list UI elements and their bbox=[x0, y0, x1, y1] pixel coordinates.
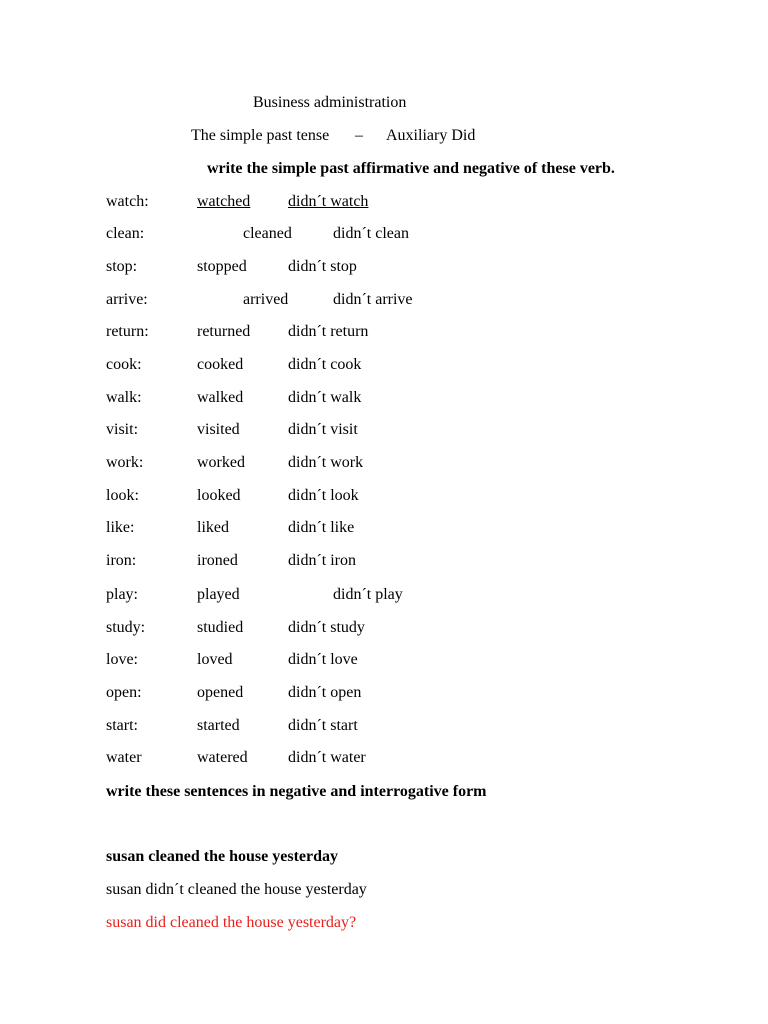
verb-past: looked bbox=[197, 487, 241, 504]
verb-past: cleaned bbox=[243, 225, 292, 242]
instruction-affirmative-negative: write the simple past affirmative and negative of these verb. bbox=[207, 160, 615, 177]
verb-past: arrived bbox=[243, 291, 289, 308]
verb-base: study: bbox=[106, 619, 146, 636]
verb-base: love: bbox=[106, 651, 138, 668]
verb-past: walked bbox=[197, 389, 244, 406]
verb-past: watered bbox=[197, 749, 248, 766]
verb-negative: didn´t start bbox=[288, 717, 358, 734]
verb-negative: didn´t arrive bbox=[333, 291, 413, 308]
topic-title-left: The simple past tense bbox=[191, 127, 330, 144]
verb-past: opened bbox=[197, 684, 244, 701]
verb-past: stopped bbox=[197, 258, 247, 275]
verb-negative: didn´t clean bbox=[333, 225, 409, 242]
verb-negative: didn´t play bbox=[333, 586, 403, 603]
verb-base: start: bbox=[106, 717, 138, 734]
verb-negative: didn´t look bbox=[288, 487, 359, 504]
verb-base: iron: bbox=[106, 552, 137, 569]
verb-base: water bbox=[106, 749, 142, 766]
verb-past: played bbox=[197, 586, 240, 603]
sentence-interrogative: susan did cleaned the house yesterday? bbox=[106, 914, 357, 931]
verb-negative: didn´t like bbox=[288, 519, 355, 536]
verb-past: visited bbox=[197, 421, 240, 438]
verb-past: started bbox=[197, 717, 240, 734]
verb-past: ironed bbox=[197, 552, 238, 569]
verb-base: work: bbox=[106, 454, 144, 471]
verb-base: play: bbox=[106, 586, 138, 603]
instruction-negative-interrogative: write these sentences in negative and interrogative form bbox=[106, 783, 487, 800]
verb-negative: didn´t return bbox=[288, 323, 369, 340]
verb-negative: didn´t iron bbox=[288, 552, 356, 569]
verb-negative: didn´t work bbox=[288, 454, 364, 471]
verb-negative: didn´t study bbox=[288, 619, 365, 636]
verb-base: clean: bbox=[106, 225, 145, 242]
topic-title-right: Auxiliary Did bbox=[386, 127, 476, 144]
verb-base: return: bbox=[106, 323, 149, 340]
verb-base: stop: bbox=[106, 258, 138, 275]
verb-past: cooked bbox=[197, 356, 244, 373]
verb-base: arrive: bbox=[106, 291, 148, 308]
verb-past: worked bbox=[197, 454, 245, 471]
verb-past: liked bbox=[197, 519, 229, 536]
verb-negative: didn´t cook bbox=[288, 356, 362, 373]
verb-base: like: bbox=[106, 519, 135, 536]
verb-negative: didn´t watch bbox=[288, 193, 369, 210]
verb-negative: didn´t visit bbox=[288, 421, 358, 438]
verb-past: loved bbox=[197, 651, 233, 668]
topic-dash: – bbox=[355, 127, 363, 144]
verb-negative: didn´t love bbox=[288, 651, 358, 668]
verb-base: walk: bbox=[106, 389, 142, 406]
verb-past: watched bbox=[197, 193, 251, 210]
verb-base: look: bbox=[106, 487, 139, 504]
verb-past: studied bbox=[197, 619, 244, 636]
verb-base: watch: bbox=[106, 193, 149, 210]
subject-title: Business administration bbox=[253, 94, 407, 111]
sentence-affirmative: susan cleaned the house yesterday bbox=[106, 848, 339, 865]
verb-negative: didn´t water bbox=[288, 749, 366, 766]
verb-base: open: bbox=[106, 684, 142, 701]
verb-negative: didn´t walk bbox=[288, 389, 362, 406]
verb-past: returned bbox=[197, 323, 251, 340]
verb-base: cook: bbox=[106, 356, 142, 373]
verb-base: visit: bbox=[106, 421, 139, 438]
verb-negative: didn´t open bbox=[288, 684, 362, 701]
sentence-negative: susan didn´t cleaned the house yesterday bbox=[106, 881, 367, 898]
verb-negative: didn´t stop bbox=[288, 258, 357, 275]
